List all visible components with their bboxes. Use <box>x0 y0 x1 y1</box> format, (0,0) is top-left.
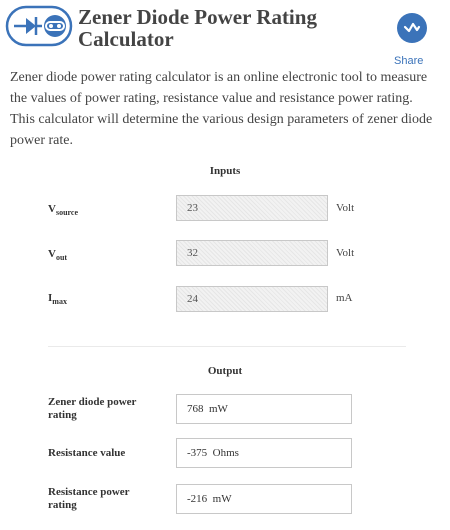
resistance-label: Resistance value <box>48 447 126 459</box>
resistance-output: -375 Ohms <box>176 438 352 468</box>
share-label[interactable]: Share <box>394 55 424 67</box>
share-button[interactable] <box>397 13 427 43</box>
vsource-unit: Volt <box>336 202 355 214</box>
inputs-heading: Inputs <box>209 165 241 177</box>
vout-unit: Volt <box>336 247 355 259</box>
imax-label: $I_{max}$ <box>48 292 67 306</box>
section-divider <box>48 346 406 347</box>
imax-unit: mA <box>336 292 353 304</box>
vsource-label: $V_{source}$ <box>48 203 79 217</box>
resistance-power-output: -216 mW <box>176 484 352 514</box>
intro-text: Zener diode power rating calculator is an online electronic tool to measure the values of power rating, resistance value and resistance power rating. This calculator will determine the various design parameters of zener diode power rate. <box>10 70 433 148</box>
share-icon <box>403 19 421 37</box>
power-rating-label: Zener diode power rating <box>48 396 137 421</box>
output-heading: Output <box>207 365 243 377</box>
vout-label: $V_{out}$ <box>48 248 68 262</box>
resistance-power-label: Resistance power rating <box>48 486 130 511</box>
power-rating-output: 768 mW <box>176 394 352 424</box>
imax-input[interactable]: 24 <box>176 286 328 312</box>
zener-diode-logo <box>4 5 74 47</box>
vsource-input[interactable]: 23 <box>176 195 328 221</box>
vout-input[interactable]: 32 <box>176 240 328 266</box>
page-title: Zener Diode Power Rating Calculator <box>78 5 317 51</box>
